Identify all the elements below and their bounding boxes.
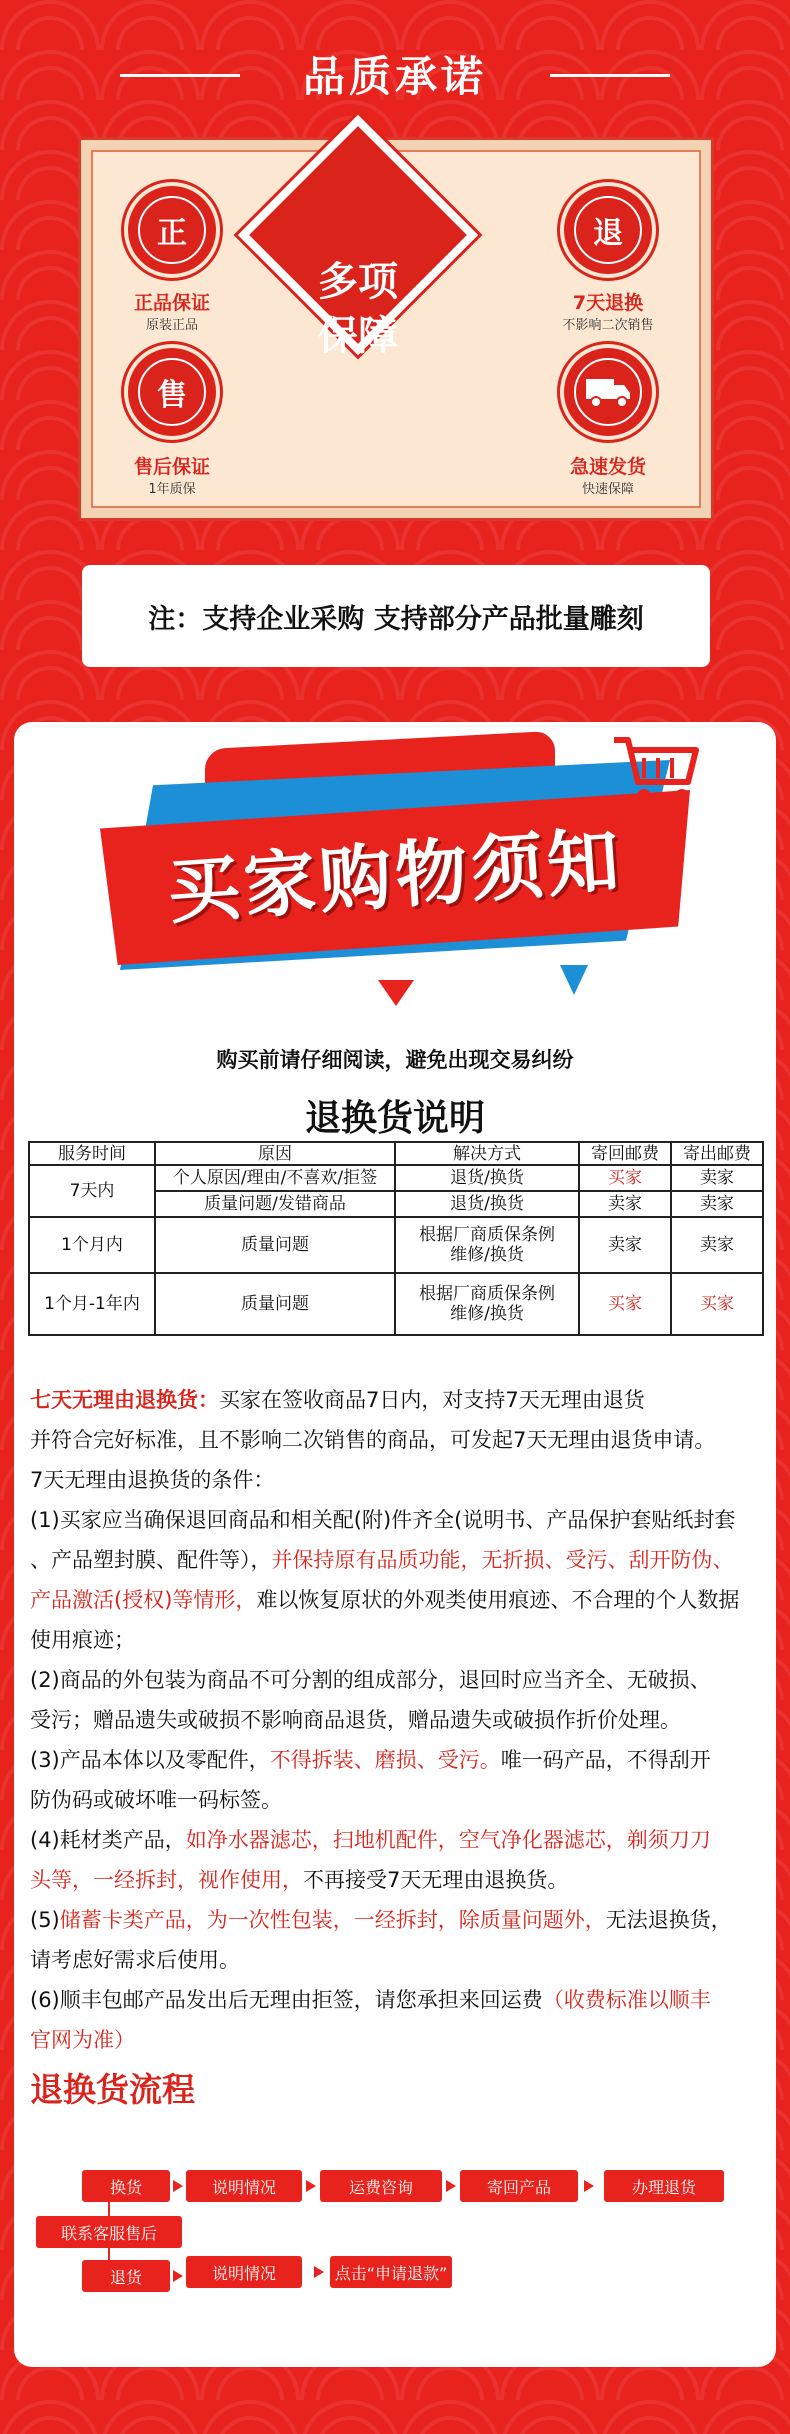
feature-sub-return: 不影响二次销售 xyxy=(562,318,654,333)
table-cell: 卖家 xyxy=(671,1217,763,1273)
policy-highlight: 产品激活(授权)等情形， xyxy=(30,1588,257,1612)
flow-arrow-icon xyxy=(306,2180,316,2192)
policy-highlight: （收费标准以顺丰 xyxy=(542,1988,711,2012)
flow-arrow-icon xyxy=(173,2270,183,2282)
flow-step: 说明情况 xyxy=(186,2256,302,2288)
banner-title: 买家购物须知 xyxy=(165,818,626,934)
table-cell: 1个月内 xyxy=(29,1217,155,1273)
shopping-cart-icon xyxy=(610,730,700,810)
policy-text: 唯一码产品，不得刮开 xyxy=(500,1748,711,1772)
policy-line: 官网为准） xyxy=(30,2028,135,2052)
policy-line: 并符合完好标准，且不影响二次销售的商品，可发起7天无理由退货申请。 xyxy=(30,1428,716,1452)
feature-title-after-sales: 售后保证 xyxy=(133,456,210,478)
truck-icon xyxy=(560,344,656,440)
after-sales-badge-icon xyxy=(124,344,220,440)
policy-line xyxy=(30,1740,766,1780)
table-header-row xyxy=(29,1142,763,1165)
table-cell: 买家 xyxy=(579,1273,671,1335)
return-policy-table xyxy=(28,1141,764,1336)
feature-title-return: 7天退换 xyxy=(572,292,644,314)
feature-sub-genuine: 原装正品 xyxy=(145,318,198,333)
table-cell: 质量问题 xyxy=(155,1217,395,1273)
policy-line: 使用痕迹； xyxy=(30,1628,135,1652)
cell-line: 维修/换货 xyxy=(450,1304,524,1324)
flow-step-exchange: 换货 xyxy=(82,2170,170,2202)
read-before-buying-note: 购买前请仔细阅读，避免出现交易纠纷 xyxy=(216,1048,574,1072)
policy-highlight: 如净水器滤芯，扫地机配件，空气净化器滤芯，剃须刀刀 xyxy=(185,1828,711,1852)
table-cell: 7天内 xyxy=(29,1165,155,1217)
policy-text: (5) xyxy=(30,1908,60,1932)
policy-line: 受污；赠品遗失或破损不影响商品退货，赠品遗失或破损作折价处理。 xyxy=(30,1708,681,1732)
feature-sub-shipping: 快速保障 xyxy=(581,482,634,497)
badge-glyph: 正 xyxy=(157,216,187,251)
table-cell: 1个月-1年内 xyxy=(29,1273,155,1335)
policy-text: 难以恢复原状的外观类使用痕迹、不合理的个人数据 xyxy=(256,1588,740,1612)
table-cell: 退货/换货 xyxy=(395,1191,579,1217)
flow-step: 运费咨询 xyxy=(320,2170,442,2202)
policy-line: (1)买家应当确保退回商品和相关配(附)件齐全(说明书、产品保护套贴纸封套 xyxy=(30,1508,736,1532)
policy-line xyxy=(30,1580,766,1620)
table-cell: 卖家 xyxy=(671,1191,763,1217)
policy-highlight: 并保持原有品质功能，无折损、受污、刮开防伪、 xyxy=(271,1548,734,1572)
policy-highlight: 头等，一经拆封，视作使用， xyxy=(30,1868,303,1892)
table-header: 原因 xyxy=(155,1142,395,1165)
banner-red-tail xyxy=(378,980,414,1006)
table-header: 寄出邮费 xyxy=(671,1142,763,1165)
policy-line xyxy=(30,1860,766,1900)
flow-step: 说明情况 xyxy=(186,2170,302,2202)
cell-line: 根据厂商质保条例 xyxy=(419,1284,555,1304)
truck-glyph xyxy=(564,348,652,436)
policy-line: 防伪码或破坏唯一码标签。 xyxy=(30,1788,282,1812)
flow-step-return: 退货 xyxy=(82,2260,170,2292)
flow-step-contact-service: 联系客服售后 xyxy=(36,2216,182,2248)
table-header: 解决方式 xyxy=(395,1142,579,1165)
table-cell: 质量问题/发错商品 xyxy=(155,1191,395,1217)
policy-line: (2)商品的外包装为商品不可分割的组成部分，退回时应当齐全、无破损、 xyxy=(30,1668,711,1692)
table-row xyxy=(29,1165,763,1191)
table-cell xyxy=(395,1273,579,1335)
genuine-badge-icon xyxy=(124,182,220,278)
policy-line: 7天无理由退换货的条件： xyxy=(30,1468,275,1492)
table-header: 服务时间 xyxy=(29,1142,155,1165)
diamond-line-1: 多项 xyxy=(318,259,398,305)
table-cell: 卖家 xyxy=(579,1217,671,1273)
policy-line xyxy=(30,1900,766,1940)
flow-arrow-icon xyxy=(173,2180,183,2192)
policy-text: (6)顺丰包邮产品发出后无理由拒签，请您承担来回运费 xyxy=(30,1988,543,2012)
policy-highlight: 储蓄卡类产品，为一次性包装，一经拆封，除质量问题外， xyxy=(59,1908,606,1932)
badge-glyph: 售 xyxy=(157,378,187,413)
policy-line xyxy=(30,1980,766,2020)
policy-text: 买家在签收商品7日内，对支持7天无理由退货 xyxy=(219,1388,645,1412)
flow-step-apply-refund: 点击“申请退款” xyxy=(330,2256,452,2288)
policy-text-block xyxy=(30,1660,766,2060)
page-title: 品质承诺 xyxy=(302,52,487,101)
flow-arrow-icon xyxy=(314,2266,324,2278)
feature-title-shipping: 急速发货 xyxy=(569,456,646,478)
policy-text: (4)耗材类产品， xyxy=(30,1828,186,1852)
policy-highlight: 不得拆装、磨损、受污。 xyxy=(269,1748,501,1772)
enterprise-note: 注：支持企业采购 支持部分产品批量雕刻 xyxy=(82,565,710,667)
feature-sub-after-sales: 1年质保 xyxy=(148,482,196,497)
cell-line: 维修/换货 xyxy=(450,1245,524,1265)
table-row xyxy=(29,1273,763,1335)
return-badge-icon xyxy=(560,182,656,278)
table-cell: 质量问题 xyxy=(155,1273,395,1335)
policy-heading: 七天无理由退换货： xyxy=(30,1388,219,1412)
policy-line xyxy=(30,1540,766,1580)
table-cell: 退货/换货 xyxy=(395,1165,579,1191)
flow-step: 寄回产品 xyxy=(460,2170,578,2202)
flow-arrow-icon xyxy=(446,2180,456,2192)
guarantee-diamond-text xyxy=(278,255,438,363)
return-table-title: 退换货说明 xyxy=(304,1098,485,1139)
badge-glyph: 退 xyxy=(593,216,623,251)
table-cell: 卖家 xyxy=(671,1165,763,1191)
policy-line: 请考虑好需求后使用。 xyxy=(30,1948,240,1972)
table-cell: 个人原因/理由/不喜欢/拒签 xyxy=(155,1165,395,1191)
policy-text: 不再接受7天无理由退换货。 xyxy=(303,1868,569,1892)
header-line-right xyxy=(550,74,670,77)
policy-text: 、产品塑封膜、配件等）， xyxy=(30,1548,272,1572)
return-flow-title: 退换货流程 xyxy=(30,2070,195,2109)
policy-text: 无法退换货， xyxy=(605,1908,732,1932)
flow-step: 办理退货 xyxy=(604,2170,724,2202)
table-row xyxy=(29,1217,763,1273)
table-cell xyxy=(395,1217,579,1273)
policy-line xyxy=(30,1380,766,1420)
policy-text-block xyxy=(30,1380,766,1660)
diamond-line-2: 保障 xyxy=(318,313,398,359)
policy-line xyxy=(30,1820,766,1860)
table-cell: 买家 xyxy=(671,1273,763,1335)
table-header: 寄回邮费 xyxy=(579,1142,671,1165)
banner-blue-tail xyxy=(560,965,588,995)
feature-title-genuine: 正品保证 xyxy=(133,292,210,314)
cell-line: 根据厂商质保条例 xyxy=(419,1225,555,1245)
policy-text: (3)产品本体以及零配件， xyxy=(30,1748,270,1772)
table-cell: 卖家 xyxy=(579,1191,671,1217)
flow-arrow-icon xyxy=(584,2180,594,2192)
table-cell: 买家 xyxy=(579,1165,671,1191)
